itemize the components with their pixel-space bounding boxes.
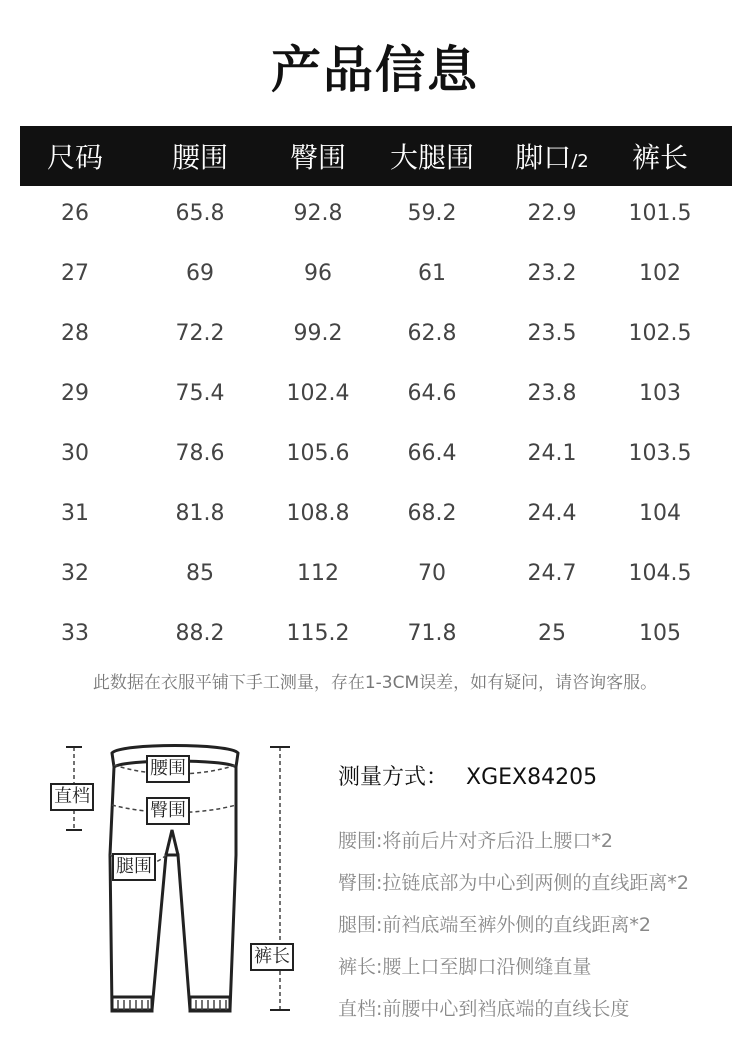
table-row: [20, 426, 732, 486]
cell-size: 28: [61, 321, 89, 346]
cell-hip: 112: [297, 561, 339, 586]
cell-size: 29: [61, 381, 89, 406]
cell-length: 103.5: [628, 441, 692, 466]
cell-length: 101.5: [628, 201, 692, 226]
method-item-waist: 腰围:将前后片对齐后沿上腰口*2: [338, 830, 613, 852]
measurement-method-heading: 测量方式： XGEX84205: [338, 765, 598, 790]
cell-size: 32: [61, 561, 89, 586]
cell-leg-opening: 23.5: [527, 321, 577, 346]
cell-leg-opening: 24.4: [527, 501, 577, 526]
cell-leg-opening: 22.9: [527, 201, 577, 226]
cell-waist: 85: [186, 561, 214, 586]
cell-thigh: 61: [418, 261, 446, 286]
cell-thigh: 64.6: [407, 381, 457, 406]
header-leg-opening: 脚口/2: [515, 141, 589, 174]
table-header: [20, 126, 732, 186]
cell-thigh: 66.4: [407, 441, 457, 466]
table-row: [20, 306, 732, 366]
cell-size: 33: [61, 621, 89, 646]
cell-size: 26: [61, 201, 89, 226]
diagram-label-length: 裤长: [250, 943, 294, 971]
cell-waist: 69: [186, 261, 214, 286]
cell-length: 103: [639, 381, 681, 406]
cell-size: 27: [61, 261, 89, 286]
cell-leg-opening: 23.2: [527, 261, 577, 286]
cell-leg-opening: 25: [538, 621, 566, 646]
cell-waist: 81.8: [175, 501, 225, 526]
table-row: [20, 606, 732, 666]
cell-waist: 72.2: [175, 321, 225, 346]
cell-length: 102: [639, 261, 681, 286]
cell-waist: 65.8: [175, 201, 225, 226]
cell-leg-opening: 24.1: [527, 441, 577, 466]
cell-leg-opening: 23.8: [527, 381, 577, 406]
cell-length: 102.5: [628, 321, 692, 346]
cell-hip: 115.2: [286, 621, 350, 646]
cell-waist: 78.6: [175, 441, 225, 466]
cell-thigh: 59.2: [407, 201, 457, 226]
method-item-length: 裤长:腰上口至脚口沿侧缝直量: [338, 956, 592, 978]
header-waist: 腰围: [171, 141, 228, 174]
method-item-hip: 臀围:拉链底部为中心到两侧的直线距离*2: [338, 872, 689, 894]
table-row: [20, 366, 732, 426]
table-row: [20, 486, 732, 546]
diagram-label-hip: 臀围: [146, 797, 190, 825]
cell-thigh: 62.8: [407, 321, 457, 346]
cell-thigh: 71.8: [407, 621, 457, 646]
diagram-label-rise: 直档: [50, 783, 94, 811]
cell-size: 30: [61, 441, 89, 466]
table-row: [20, 246, 732, 306]
diagram-label-waist: 腰围: [146, 755, 190, 783]
cell-thigh: 68.2: [407, 501, 457, 526]
cell-size: 31: [61, 501, 89, 526]
table-row: [20, 546, 732, 606]
cell-leg-opening: 24.7: [527, 561, 577, 586]
cell-waist: 75.4: [175, 381, 225, 406]
header-length: 裤长: [631, 141, 688, 174]
product-code: XGEX84205: [466, 765, 598, 790]
cell-waist: 88.2: [175, 621, 225, 646]
header-thigh: 大腿围: [389, 141, 474, 174]
cell-length: 105: [639, 621, 681, 646]
cell-thigh: 70: [418, 561, 446, 586]
pants-diagram: [40, 735, 300, 1035]
cell-hip: 105.6: [286, 441, 350, 466]
header-hip: 臀围: [289, 141, 346, 174]
method-item-rise: 直档:前腰中心到裆底端的直线长度: [338, 998, 630, 1020]
cell-length: 104.5: [628, 561, 692, 586]
cell-hip: 96: [304, 261, 332, 286]
page-title: 产品信息: [271, 41, 479, 99]
diagram-label-thigh: 腿围: [112, 853, 156, 881]
method-item-thigh: 腿围:前裆底端至裤外侧的直线距离*2: [338, 914, 651, 936]
cell-hip: 92.8: [293, 201, 343, 226]
cell-hip: 99.2: [293, 321, 343, 346]
measurement-note: 此数据在衣服平铺下手工测量，存在1-3CM误差，如有疑问，请咨询客服。: [92, 673, 658, 693]
cell-length: 104: [639, 501, 681, 526]
table-row: [20, 186, 732, 246]
header-size: 尺码: [46, 141, 103, 174]
cell-hip: 108.8: [286, 501, 350, 526]
cell-hip: 102.4: [286, 381, 350, 406]
